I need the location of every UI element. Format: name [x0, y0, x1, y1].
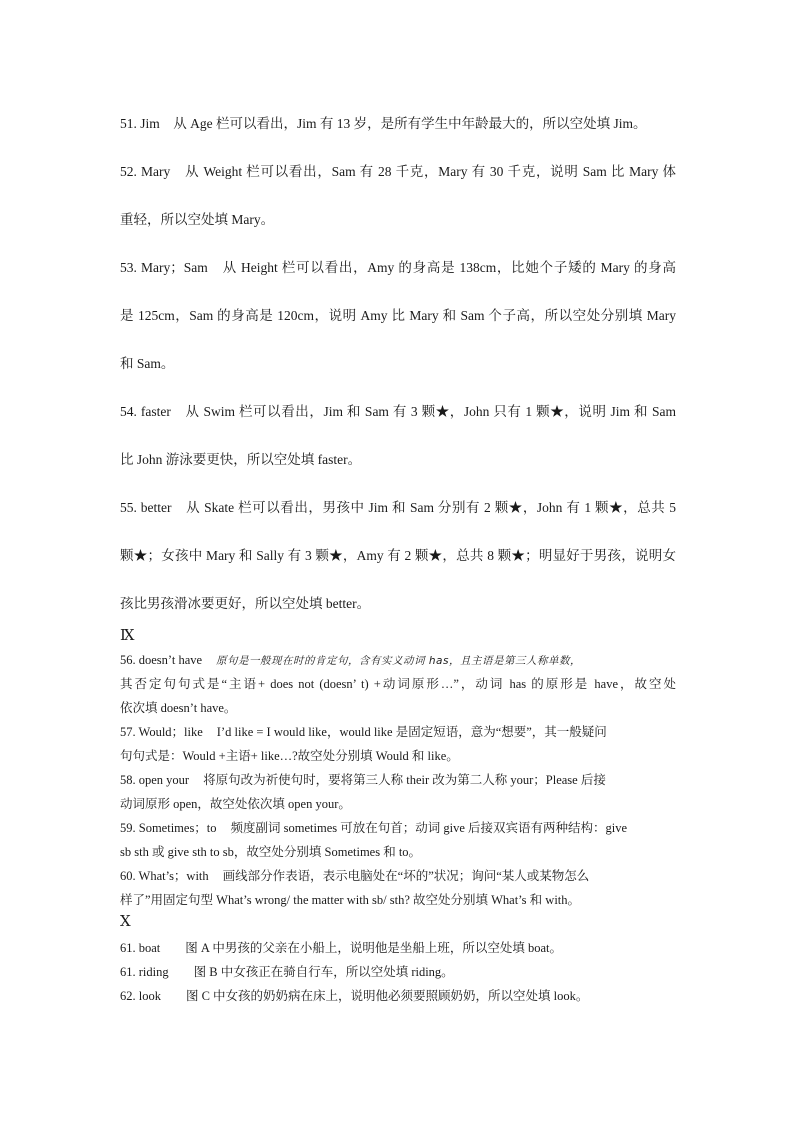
answer-55-line-2: 颗★；女孩中 Mary 和 Sally 有 3 颗★，Amy 有 2 颗★，总共 8 颗★；明显好于男孩，说明女 [120, 548, 676, 563]
answer-57-line-2: 句句式是：Would +主语+ like…?故空处分别填 Would 和 like。 [120, 749, 459, 763]
answer-53-line-1: 53. Mary；Sam 从 Height 栏可以看出，Amy 的身高是 138cm，比她个子矮的 Mary 的身高 [120, 260, 676, 275]
answer-56-key: 56. doesn’t have [120, 653, 203, 667]
answer-61-boat: 61. boat 图 A 中男孩的父亲在小船上，说明他是坐船上班，所以空处填 boat。 [120, 941, 563, 955]
answer-58-line-1 [120, 768, 676, 792]
answer-55-line-3: 孩比男孩滑冰要更好，所以空处填 better。 [120, 596, 371, 611]
answer-62-look: 62. look 图 C 中女孩的奶奶病在床上，说明他必须要照顾奶奶，所以空处填 look。 [120, 989, 589, 1003]
answer-60-line-2: 样了”用固定句型 What’s wrong/ the matter with sb/ sth? 故空处分别填 What’s 和 with。 [120, 893, 581, 907]
answer-57-line-1 [120, 720, 676, 744]
answer-59-note: 频度副词 sometimes 可放在句首；动词 give 后接双宾语有两种结构：give [230, 821, 628, 835]
answer-59-line-1 [120, 816, 676, 840]
answer-61-riding: 61. riding 图 B 中女孩正在骑自行车，所以空处填 riding。 [120, 965, 454, 979]
answer-56-line-1 [120, 648, 676, 673]
answer-58-key: 58. open your [120, 773, 190, 787]
answer-60-key: 60. What’s；with [120, 869, 209, 883]
answer-56-note: 原句是一般现在时的肯定句，含有实义动词 has，且主语是第三人称单数， [216, 655, 581, 667]
answer-55-line-1: 55. better 从 Skate 栏可以看出，男孩中 Jim 和 Sam 分别有 2 颗★，John 有 1 颗★，总共 5 [120, 500, 676, 515]
answer-57-note: I’d like = I would like，would like 是固定短语，意为“想要”，其一般疑问 [216, 725, 607, 739]
answer-54-line-1: 54. faster 从 Swim 栏可以看出，Jim 和 Sam 有 3 颗★，John 只有 1 颗★，说明 Jim 和 Sam [120, 404, 676, 419]
answer-58-note: 将原句改为祈使句时，要将第三人称 their 改为第二人称 your；Please 后接 [203, 773, 606, 787]
answer-52-line-1: 52. Mary 从 Weight 栏可以看出，Sam 有 28 千克，Mary 有 30 千克，说明 Sam 比 Mary 体 [120, 164, 676, 179]
answer-51: 51. Jim 从 Age 栏可以看出，Jim 有 13 岁，是所有学生中年龄最大的，所以空处填 Jim。 [120, 116, 647, 131]
answer-53-line-2: 是 125cm，Sam 的身高是 120cm，说明 Amy 比 Mary 和 Sam 个子高，所以空处分别填 Mary [120, 308, 676, 323]
answer-54-line-2: 比 John 游泳要更快，所以空处填 faster。 [120, 452, 362, 467]
answer-58-line-2: 动词原形 open，故空处依次填 open your。 [120, 797, 351, 811]
answer-56-line-2: 其否定句句式是“主语+ does not (doesn’ t) +动词原形…”，动词 has 的原形是 have，故空处 [120, 677, 676, 691]
answer-59-key: 59. Sometimes；to [120, 821, 217, 835]
answer-57-key: 57. Would；like [120, 725, 203, 739]
answer-60-line-1 [120, 864, 676, 888]
answer-53-line-3: 和 Sam。 [120, 356, 175, 371]
section-heading-10: Ⅹ [120, 912, 131, 930]
answer-59-line-2: sb sth 或 give sth to sb，故空处分别填 Sometimes 和 to。 [120, 845, 422, 859]
answer-52-line-2: 重轻，所以空处填 Mary。 [120, 212, 275, 227]
section-heading-9: Ⅸ [120, 626, 135, 644]
answer-56-line-3: 依次填 doesn’t have。 [120, 701, 237, 715]
answer-60-note: 画线部分作表语，表示电脑处在“坏的”状况；询问“某人或某物怎么 [222, 869, 590, 883]
